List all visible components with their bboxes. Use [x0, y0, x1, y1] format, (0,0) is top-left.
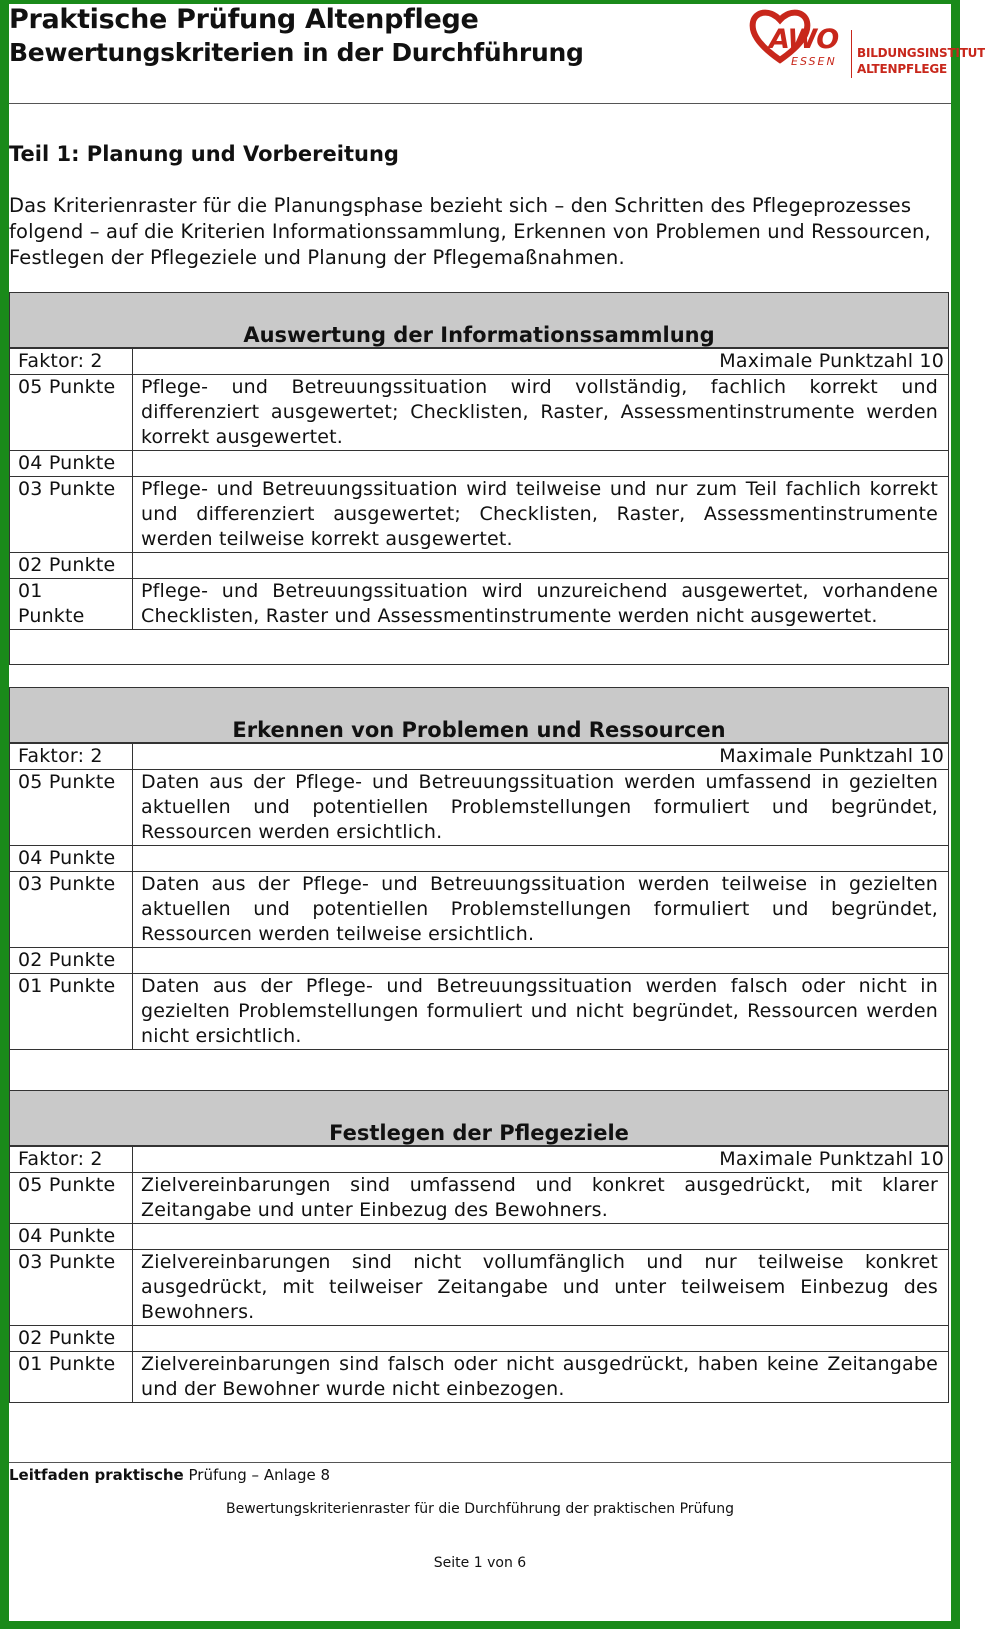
criteria-table [9, 1146, 949, 1403]
table-row [10, 1224, 949, 1250]
points-cell: 02 Punkte [10, 1326, 133, 1352]
document-title: Praktische Prüfung Altenpflege [9, 4, 479, 35]
criterion-text: Pflege- und Betreuungssituation wird unzureichend ausgewertet, vorhandene Checklisten, Raster und Assessmentinstrumente werden nicht ausgewertet. [133, 579, 949, 630]
footer-reference-rest: Prüfung – Anlage 8 [188, 1466, 331, 1484]
criterion-text: Zielvereinbarungen sind nicht vollumfänglich und nur teilweise konkret ausgedrückt, mit teilweiser Zeitangabe und unter teilweisem Einbezug des Bewohners. [133, 1250, 949, 1326]
criterion-text: Zielvereinbarungen sind umfassend und konkret ausgedrückt, mit klarer Zeitangabe und unter Einbezug des Bewohners. [133, 1173, 949, 1224]
page-number: Seite 1 von 6 [433, 1555, 527, 1571]
footer-reference [9, 1466, 330, 1484]
criterion-text: Daten aus der Pflege- und Betreuungssituation werden teilweise in gezielten aktuellen und potentiellen Problemstellungen formuliert und begründet, Ressourcen werden teilweise ersichtlich. [133, 872, 949, 948]
points-cell: 03 Punkte [10, 1250, 133, 1326]
table-row [10, 579, 949, 630]
points-cell: 04 Punkte [10, 1224, 133, 1250]
footer-caption: Bewertungskriterienraster für die Durchführung der praktischen Prüfung [225, 1501, 734, 1517]
block-spacer [9, 1050, 949, 1093]
block-title: Auswertung der Informationssammlung [243, 323, 715, 347]
table-row [10, 349, 949, 375]
criteria-block-1 [9, 292, 949, 665]
table-row [10, 1250, 949, 1326]
max-points-cell: Maximale Punktzahl 10 [133, 349, 949, 375]
criterion-text [133, 948, 949, 974]
logo-city: ESSEN [791, 55, 837, 68]
table-row [10, 744, 949, 770]
awo-logo [749, 8, 985, 78]
criteria-block-2 [9, 687, 949, 1093]
criterion-text [133, 1224, 949, 1250]
block-header [9, 687, 949, 743]
table-row [10, 1173, 949, 1224]
points-cell: 01 Punkte [10, 579, 133, 630]
points-cell: 05 Punkte [10, 770, 133, 846]
criterion-text [133, 451, 949, 477]
block-spacer [9, 630, 949, 665]
criterion-text [133, 1326, 949, 1352]
table-row [10, 1147, 949, 1173]
points-cell: 03 Punkte [10, 872, 133, 948]
section-title: Teil 1: Planung und Vorbereitung [9, 142, 399, 166]
max-points-cell: Maximale Punktzahl 10 [133, 744, 949, 770]
table-row [10, 948, 949, 974]
criteria-block-3 [9, 1090, 949, 1403]
factor-cell: Faktor: 2 [10, 1147, 133, 1173]
points-cell: 02 Punkte [10, 948, 133, 974]
criterion-text [133, 553, 949, 579]
block-title: Festlegen der Pflegeziele [329, 1121, 629, 1145]
footer-reference-bold: Leitfaden praktische [9, 1466, 184, 1484]
criterion-text: Pflege- und Betreuungssituation wird teilweise und nur zum Teil fachlich korrekt und differenziert ausgewertet; Checklisten, Raster, Assessmentinstrumente werden teilweise korrekt ausgewertet. [133, 477, 949, 553]
block-title: Erkennen von Problemen und Ressourcen [232, 718, 726, 742]
logo-line-1: BILDUNGSINSTITUT [857, 46, 985, 60]
document-subtitle: Bewertungskriterien in der Durchführung [9, 38, 584, 67]
points-cell: 04 Punkte [10, 846, 133, 872]
points-cell: 04 Punkte [10, 451, 133, 477]
factor-cell: Faktor: 2 [10, 349, 133, 375]
table-row [10, 477, 949, 553]
criterion-text: Zielvereinbarungen sind falsch oder nicht ausgedrückt, haben keine Zeitangabe und der Bewohner wurde nicht einbezogen. [133, 1352, 949, 1403]
logo-wordmark: AWO [769, 24, 839, 55]
criteria-table [9, 348, 949, 630]
points-cell: 05 Punkte [10, 1173, 133, 1224]
criteria-table [9, 743, 949, 1050]
table-row [10, 974, 949, 1050]
table-row [10, 553, 949, 579]
table-row [10, 1352, 949, 1403]
factor-cell: Faktor: 2 [10, 744, 133, 770]
table-row [10, 770, 949, 846]
criterion-text: Daten aus der Pflege- und Betreuungssituation werden umfassend in gezielten aktuellen und potentiellen Problemstellungen formuliert und begründet, Ressourcen werden ersichtlich. [133, 770, 949, 846]
points-cell: 01 Punkte [10, 974, 133, 1050]
logo-line-2: ALTENPFLEGE [857, 62, 948, 76]
footer-divider [9, 1462, 951, 1463]
criterion-text: Daten aus der Pflege- und Betreuungssituation werden falsch oder nicht in gezielten Problemstellungen formuliert und nicht begründet, Ressourcen werden nicht ersichtlich. [133, 974, 949, 1050]
points-cell: 03 Punkte [10, 477, 133, 553]
max-points-cell: Maximale Punktzahl 10 [133, 1147, 949, 1173]
block-header [9, 1090, 949, 1146]
block-header [9, 292, 949, 348]
table-row [10, 451, 949, 477]
header-divider [9, 103, 951, 104]
points-cell: 05 Punkte [10, 375, 133, 451]
logo-divider [851, 30, 852, 78]
table-row [10, 1326, 949, 1352]
section-intro: Das Kriterienraster für die Planungsphase bezieht sich – den Schritten des Pflegeprozesses folgend – auf die Kriterien Informationssammlung, Erkennen von Problemen und Ressourcen, Festlegen der Pflegeziele und Planung der Pflegemaßnahmen. [9, 194, 931, 269]
criterion-text [133, 846, 949, 872]
points-cell: 02 Punkte [10, 553, 133, 579]
table-row [10, 872, 949, 948]
table-row [10, 375, 949, 451]
points-cell: 01 Punkte [10, 1352, 133, 1403]
criterion-text: Pflege- und Betreuungssituation wird vollständig, fachlich korrekt und differenziert ausgewertet; Checklisten, Raster, Assessmentinstrumente werden korrekt ausgewertet. [133, 375, 949, 451]
table-row [10, 846, 949, 872]
